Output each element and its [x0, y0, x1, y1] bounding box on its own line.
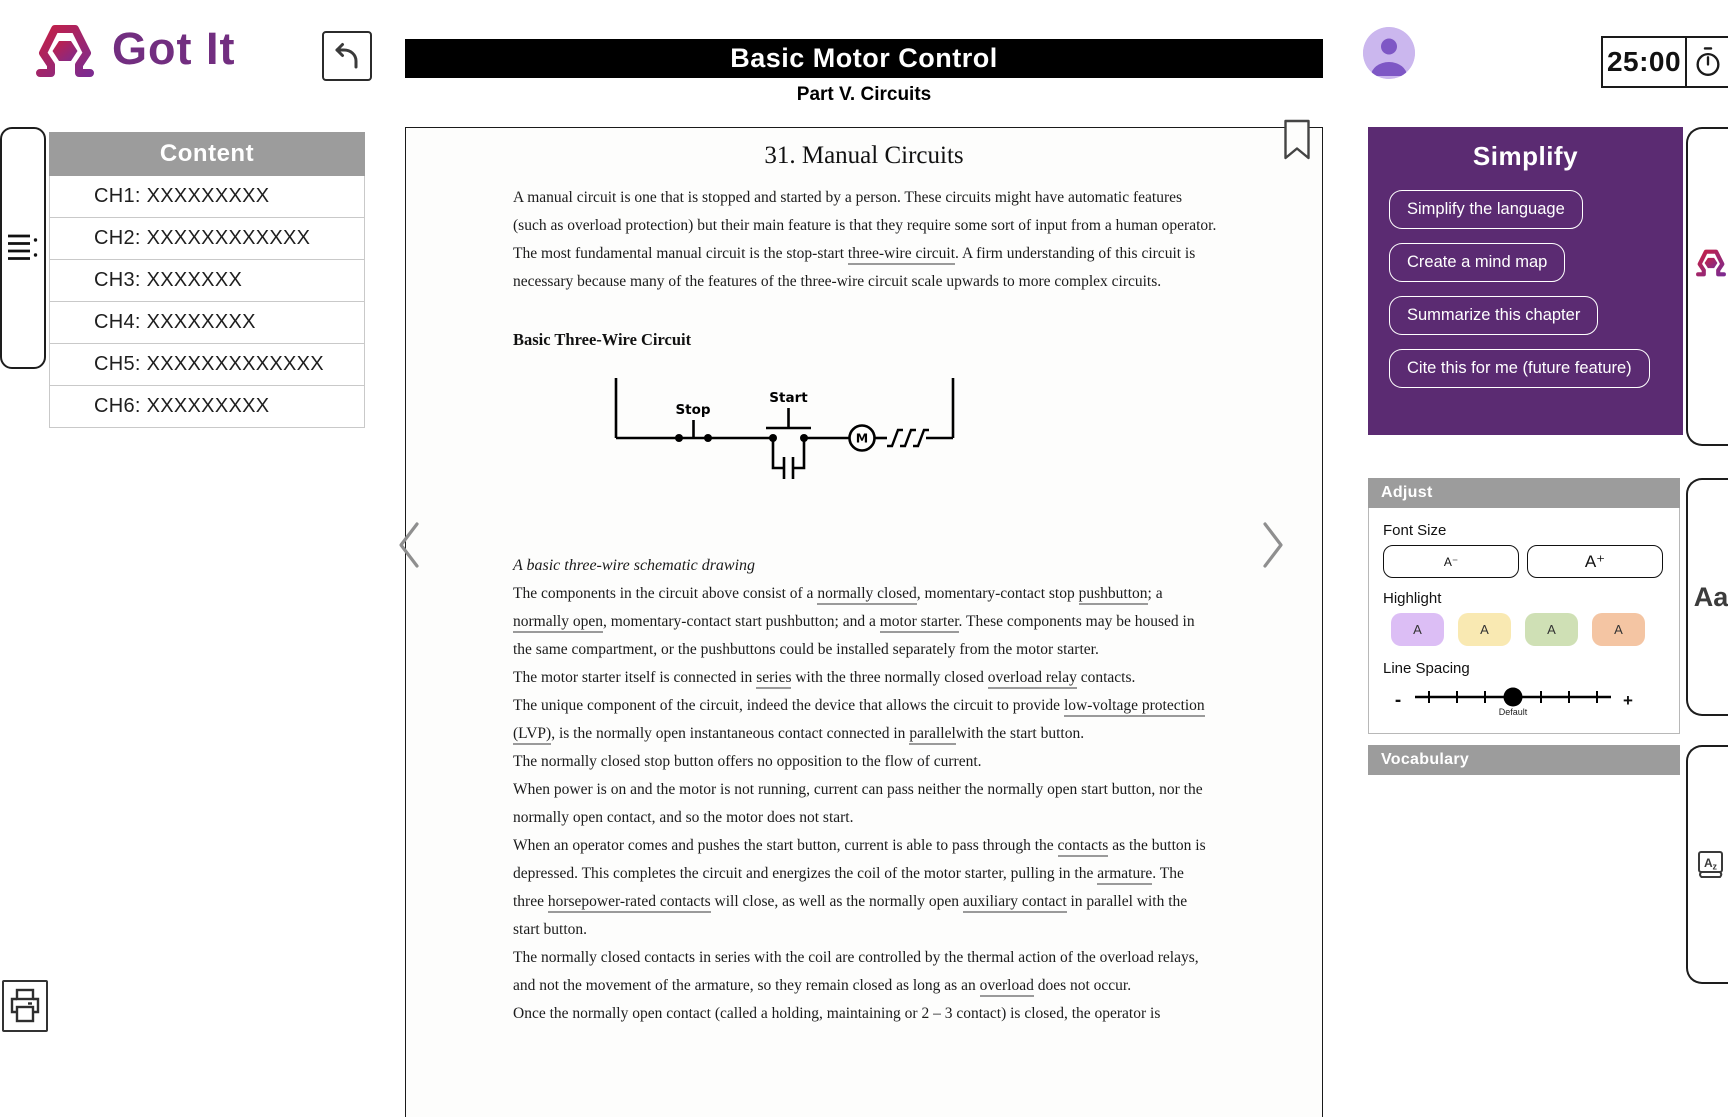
simplify-action-button[interactable]: Cite this for me (future feature) — [1389, 349, 1650, 388]
highlight-swatch[interactable]: A — [1458, 613, 1511, 646]
aa-icon: Aa — [1693, 581, 1728, 612]
font-decrease-button[interactable]: A⁻ — [1383, 545, 1519, 578]
timer — [1601, 36, 1728, 88]
vocabulary-term[interactable]: normally open — [513, 613, 603, 633]
dictionary-icon — [1695, 849, 1727, 881]
document-paragraph: The normally closed contacts in series with the coil are controlled by the thermal action of the overload relays, and not the movement of the armature, so they remain closed as long as an overload does not occur. — [513, 944, 1217, 1000]
document-paragraph: The motor starter itself is connected in series with the three normally closed overload relay contacts. — [513, 664, 1217, 692]
contents-tab[interactable] — [0, 127, 46, 369]
vocabulary-header: Vocabulary — [1368, 745, 1680, 775]
line-spacing-value: Default — [1498, 707, 1528, 717]
overload-heaters-symbol — [887, 430, 929, 446]
book-title-bar — [405, 39, 1323, 78]
motor-label: M — [855, 430, 869, 446]
chapter-item[interactable]: CH2: XXXXXXXXXXXX — [50, 218, 364, 260]
line-spacing-label: Line Spacing — [1383, 660, 1470, 677]
logo-wordmark: Got It — [112, 23, 236, 74]
simplify-title: Simplify — [1472, 141, 1579, 171]
line-spacing-slider[interactable] — [1413, 683, 1613, 719]
bookmark-icon[interactable] — [1282, 119, 1312, 161]
document-paragraph: The unique component of the circuit, indeed the device that allows the circuit to provide low-voltage protection (LVP), is the normally open instantaneous contact connected in parallelwith the start button. — [513, 692, 1217, 748]
document-paragraph: When an operator comes and pushes the start button, current is able to pass through the contacts as the button is depressed. This completes the circuit and energizes the coil of the motor starter, pulling in the armature. The three horsepower-rated contacts will close, as well as the normally open auxiliary contact in parallel with the start button. — [513, 837, 1206, 938]
simplify-panel — [1368, 127, 1683, 435]
content-panel — [49, 132, 365, 428]
book-title: Basic Motor Control — [730, 43, 998, 73]
line-spacing-controls — [1391, 683, 1679, 719]
start-label: Start — [769, 390, 808, 406]
print-button[interactable] — [2, 980, 48, 1032]
avatar[interactable] — [1363, 27, 1415, 79]
simplify-action-button[interactable]: Summarize this chapter — [1389, 296, 1598, 335]
highlight-swatches — [1391, 613, 1679, 646]
undo-button[interactable] — [322, 31, 372, 81]
font-size-controls — [1383, 545, 1679, 578]
stop-label: Stop — [675, 402, 711, 418]
document-paragraph: Once the normally open contact (called a holding, maintaining or 2 – 3 contact) is closed, the operator is — [513, 1005, 1161, 1022]
gotit-tab-icon — [1694, 247, 1728, 277]
chapter-item[interactable]: CH1: XXXXXXXXX — [50, 176, 364, 218]
document-paragraph: A manual circuit is one that is stopped and started by a person. These circuits might have automatic features (such as overload protection) but their main feature is that they require some sort of input from a human operator. — [513, 189, 1217, 234]
gotit-logo-icon — [32, 20, 98, 78]
stopwatch-icon — [1693, 46, 1723, 78]
document-page — [405, 127, 1323, 1117]
line-spacing-increase[interactable]: + — [1623, 691, 1633, 710]
vocabulary-term[interactable]: normally closed — [817, 585, 916, 605]
vocabulary-panel — [1368, 745, 1680, 775]
undo-icon — [330, 39, 364, 73]
vocabulary-term[interactable]: motor starter — [880, 613, 959, 633]
document-paragraph: The most fundamental manual circuit is the stop-start three-wire circuit. A firm understanding of this circuit is necessary because many of the features of the three-wire circuit scale upwards to more complex circuits. — [513, 245, 1196, 290]
print-icon — [9, 988, 41, 1024]
adjust-header: Adjust — [1368, 478, 1680, 508]
vocabulary-term[interactable]: armature — [1097, 865, 1152, 885]
line-spacing-decrease[interactable]: - — [1394, 690, 1402, 711]
highlight-label: Highlight — [1383, 590, 1442, 607]
section-heading: Basic Three-Wire Circuit — [513, 330, 692, 349]
svg-text:A: A — [1704, 855, 1713, 870]
simplify-action-button[interactable]: Create a mind map — [1389, 243, 1565, 282]
vocabulary-term[interactable]: overload — [980, 977, 1034, 997]
adjust-panel — [1368, 478, 1680, 734]
content-header: Content — [49, 132, 365, 176]
line-spacing-knob[interactable] — [1504, 688, 1523, 707]
font-increase-button[interactable]: A⁺ — [1527, 545, 1663, 578]
text-settings-tab[interactable] — [1686, 478, 1728, 716]
chapter-item[interactable]: CH5: XXXXXXXXXXXXX — [50, 344, 364, 386]
simplify-tab[interactable] — [1686, 127, 1728, 446]
highlight-swatch[interactable]: A — [1525, 613, 1578, 646]
chapter-title: 31. Manual Circuits — [764, 142, 964, 169]
document-column — [513, 184, 1217, 1028]
vocabulary-term[interactable]: contacts — [1058, 837, 1109, 857]
document-paragraph: The components in the circuit above consist of a normally closed, momentary-contact stop pushbutton; a normally open, momentary-contact start pushbutton; and a motor starter. These components may be housed in the same compartment, or the pushbuttons could be installed separately from the motor starter. — [513, 585, 1195, 658]
chapter-item[interactable]: CH3: XXXXXXX — [50, 260, 364, 302]
document-paragraph: When power is on and the motor is not running, current can pass neither the normally open start button, nor the normally open contact, and so the motor does not start. — [513, 781, 1203, 826]
svg-text:z: z — [1712, 861, 1717, 871]
figure-caption: A basic three-wire schematic drawing — [513, 557, 756, 574]
dictionary-tab[interactable] — [1686, 745, 1728, 984]
chapter-item[interactable]: CH6: XXXXXXXXX — [50, 386, 364, 427]
chapter-list — [49, 176, 365, 428]
toc-icon — [7, 232, 39, 264]
document-paragraph: The normally closed stop button offers no opposition to the flow of current. — [513, 753, 982, 770]
prev-page-chevron[interactable] — [394, 520, 424, 570]
adjust-body — [1368, 508, 1680, 734]
vocabulary-term[interactable]: auxiliary contact — [963, 893, 1067, 913]
vocabulary-term[interactable]: horsepower-rated contacts — [548, 893, 711, 913]
timer-value: 25:00 — [1606, 46, 1682, 77]
vocabulary-term[interactable]: pushbutton — [1079, 585, 1148, 605]
simplify-buttons — [1389, 190, 1683, 388]
circuit-diagram — [608, 370, 958, 520]
part-label: Part V. Circuits — [796, 84, 932, 105]
user-icon — [1363, 27, 1415, 79]
vocabulary-term[interactable]: parallel — [909, 725, 955, 745]
document-intro — [513, 184, 1217, 296]
highlight-swatch[interactable]: A — [1391, 613, 1444, 646]
vocabulary-term[interactable]: series — [756, 669, 791, 689]
font-size-label: Font Size — [1383, 522, 1447, 539]
vocabulary-term[interactable]: three-wire circuit — [848, 245, 955, 265]
app-logo[interactable] — [32, 20, 235, 78]
vocabulary-term[interactable]: overload relay — [988, 669, 1077, 689]
chapter-item[interactable]: CH4: XXXXXXXX — [50, 302, 364, 344]
simplify-action-button[interactable]: Simplify the language — [1389, 190, 1583, 229]
document-body — [513, 580, 1217, 1028]
vocabulary-term[interactable]: low-voltage protection (LVP) — [513, 697, 1205, 745]
timer-button[interactable] — [1685, 38, 1728, 86]
next-page-chevron[interactable] — [1258, 520, 1288, 570]
highlight-swatch[interactable]: A — [1592, 613, 1645, 646]
